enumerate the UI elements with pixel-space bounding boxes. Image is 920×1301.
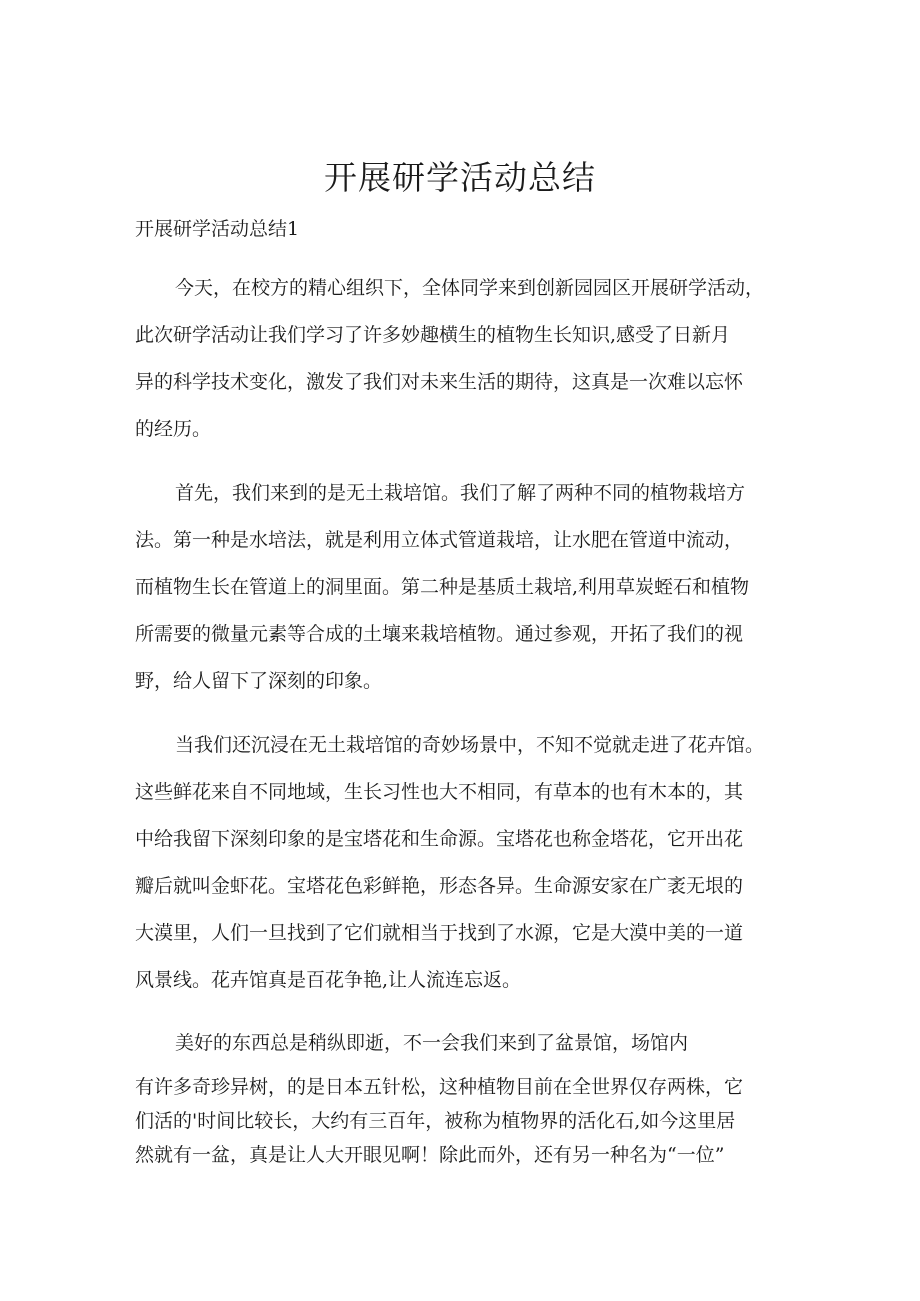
- paragraph-line: 们活的'时间比较长，大约有三百年，被称为植物界的活化石,如今这里居: [135, 1110, 736, 1132]
- paragraph-soilless-hall: [135, 470, 795, 705]
- paragraph-bonsai-hall: [135, 1070, 795, 1172]
- paragraph-line: 首先，我们来到的是无土栽培馆。我们了解了两种不同的植物栽培方: [175, 482, 746, 504]
- paragraph-line: 所需要的微量元素等合成的土壤来栽培植物。通过参观，开拓了我们的视: [135, 623, 744, 645]
- paragraph-line: 然就有一盆，真是让人大开眼见啊！除此而外，还有另一种名为“一位”: [135, 1144, 725, 1166]
- paragraph-line: 此次研学活动让我们学习了许多妙趣横生的植物生长知识,感受了日新月: [135, 324, 731, 346]
- document-subtitle: 开展研学活动总结1: [135, 218, 300, 240]
- paragraph-line: 有许多奇珍异树，的是日本五针松，这种植物目前在全世界仅存两株，它: [135, 1076, 744, 1098]
- paragraph-line: 异的科学技术变化，激发了我们对未来生活的期待，这真是一次难以忘怀: [135, 371, 744, 393]
- paragraph-line: 今天，在校方的精心组织下，全体同学来到创新园园区开展研学活动，: [175, 277, 765, 299]
- paragraph-line: 大漠里，人们一旦找到了它们就相当于找到了水源，它是大漠中美的一道: [135, 922, 744, 944]
- paragraph-intro: [135, 265, 795, 453]
- document-title: 开展研学活动总结: [324, 158, 596, 197]
- paragraph-line: 风景线。花卉馆真是百花争艳,让人流连忘返。: [135, 969, 522, 991]
- paragraph-line: 的经历。: [135, 418, 212, 440]
- paragraph-line: 野，给人留下了深刻的印象。: [135, 670, 383, 692]
- paragraph-line: 而植物生长在管道上的洞里面。第二种是基质土栽培,利用草炭蛭石和植物: [135, 576, 750, 598]
- paragraph-line: 这些鲜花来自不同地域，生长习性也大不相同，有草本的也有木本的，其: [135, 781, 744, 803]
- paragraph-line: 法。第一种是水培法，就是利用立体式管道栽培，让水肥在管道中流动，: [135, 529, 744, 551]
- paragraph-flower-hall: [135, 722, 795, 1004]
- paragraph-line: 当我们还沉浸在无土栽培馆的奇妙场景中，不知不觉就走进了花卉馆。: [175, 734, 765, 756]
- paragraph-line: 美好的东西总是稍纵即逝，不一会我们来到了盆景馆，场馆内: [175, 1032, 689, 1054]
- paragraph-bonsai-hall-intro: [135, 1020, 795, 1067]
- paragraph-line: 瓣后就叫金虾花。宝塔花色彩鲜艳，形态各异。生命源安家在广袤无垠的: [135, 875, 744, 897]
- paragraph-line: 中给我留下深刻印象的是宝塔花和生命源。宝塔花也称金塔花，它开出花: [135, 828, 744, 850]
